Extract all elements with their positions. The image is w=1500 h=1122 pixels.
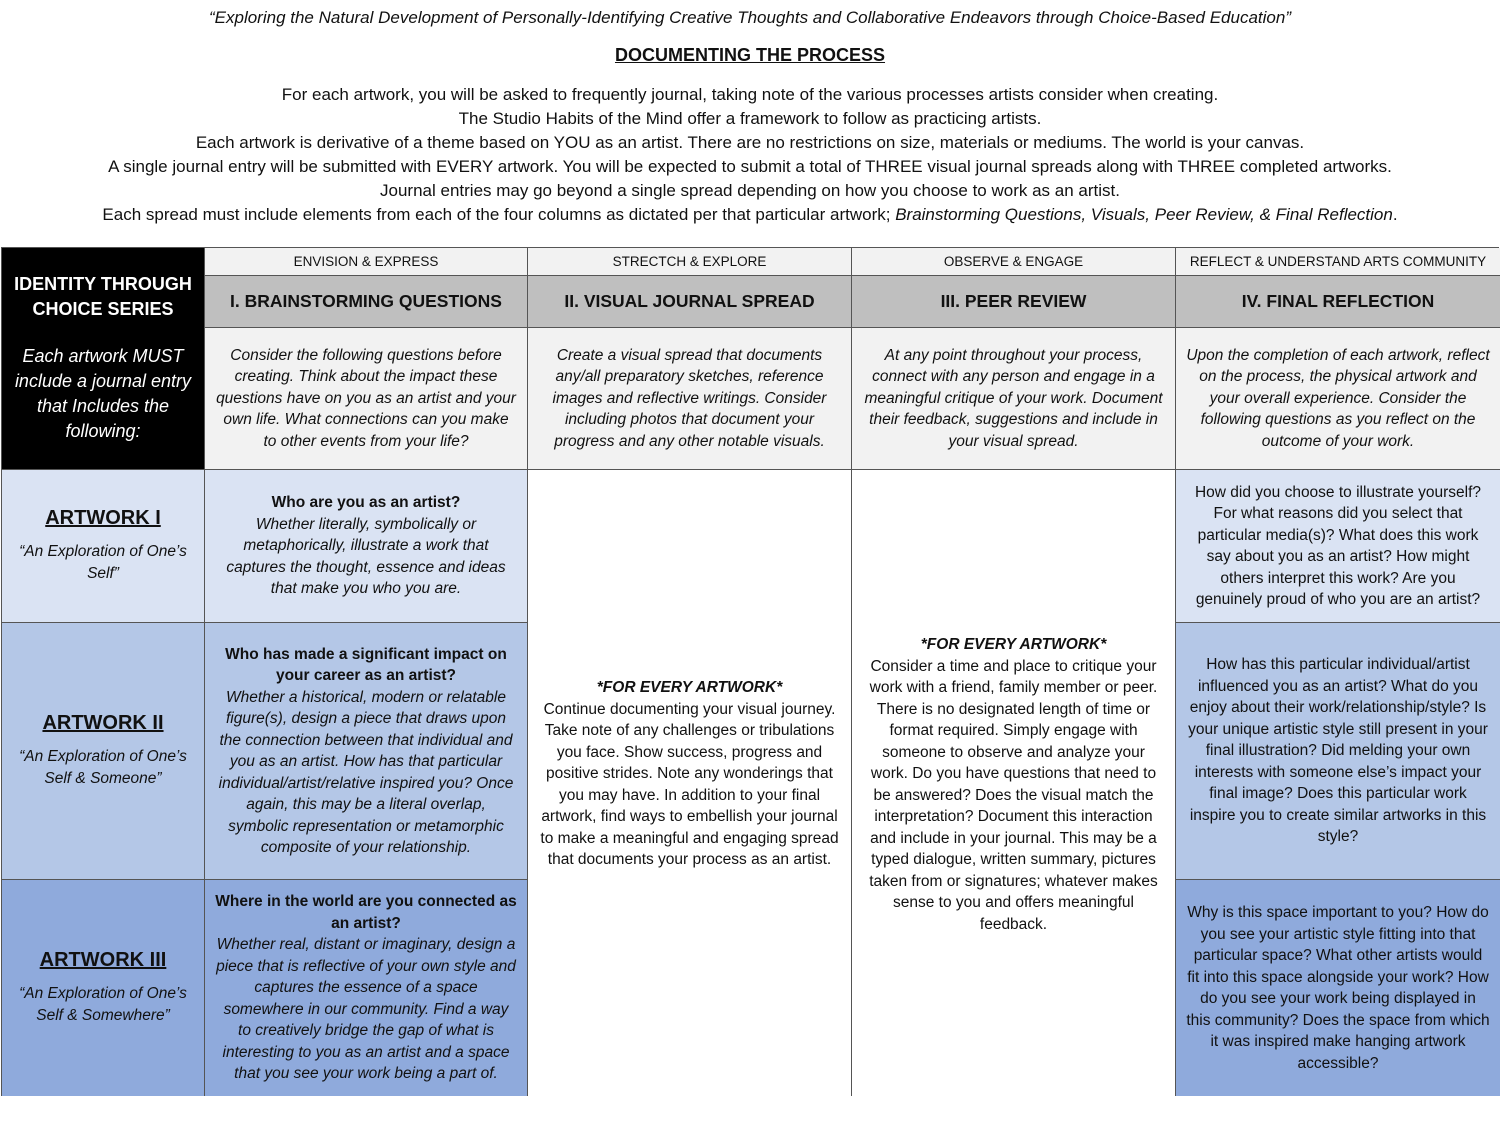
artwork-label-cell [2, 623, 205, 880]
artwork-title: ARTWORK I [45, 506, 161, 529]
habit-label: ENVISION & EXPRESS [205, 248, 528, 276]
brainstorm-question: Who are you as an artist? [271, 494, 461, 512]
brainstorm-body: Whether real, distant or imaginary, design a piece that is reflective of your own style and captures the essence of a space somewhere in our community. Find a way to creatively bridge the gap of what is interesting to you as an artist and a space that you see your work being a part of. [216, 936, 516, 1083]
artwork-subtitle: “An Exploration of One’s Self” [19, 543, 187, 582]
intro-line: For each artwork, you will be asked to frequently journal, taking note of the various processes artists consider when creating. [281, 85, 1219, 104]
intro-line: Journal entries may go beyond a single spread depending on how you choose to work as an artist. [380, 181, 1120, 200]
visual-journal-body: Continue documenting your visual journey. Take note of any challenges or tribulations you face. Show success, progress and positive strides. Note any wonderings that you may have. In addition to your final artwork, find ways to embellish your journal to make a meaningful and engaging spread that documents your process as an artist. [540, 700, 839, 868]
choice-series-table [1, 247, 1499, 1096]
artwork-subtitle: “An Exploration of One’s Self & Someone” [19, 748, 187, 787]
brainstorm-body: Whether literally, symbolically or metaphorically, illustrate a work that captures the thought, essence and ideas that make you who you are. [226, 515, 506, 598]
brainstorm-question: Who has made a significant impact on your career as an artist? [225, 645, 507, 684]
brainstorm-question: Where in the world are you connected as an artist? [215, 893, 517, 932]
habit-label: OBSERVE & ENGAGE [852, 248, 1176, 276]
reflection-cell: Why is this space important to you? How do you see your artistic style fitting into that particular space? What other artists would fit into this space alongside your work? How do you see your work being displayed in this community? Does the space from which it was inspired make hanging artwork accessible? [1176, 880, 1500, 1096]
intro-line: A single journal entry will be submitted with EVERY artwork. You will be expected to submit a total of THREE visual journal spreads along with THREE completed artworks. [108, 157, 1392, 176]
visual-journal-cell [528, 470, 852, 1096]
intro-line: The Studio Habits of the Mind offer a framework to follow as practicing artists. [458, 109, 1042, 128]
artwork-title: ARTWORK II [42, 711, 164, 734]
artwork-title: ARTWORK III [39, 948, 167, 971]
peer-review-body: Consider a time and place to critique your work with a friend, family member or peer. There is no designated length of time or format required. Simply engage with someone to observe and analyze your work. Do you have questions that need to be answered? Does the visual match the interpretation? Document this interaction and include in your journal. This may be a typed dialogue, written summary, pictures taken from or signatures; whatever makes sense to you and offers meaningful feedback. [869, 657, 1158, 933]
intro-last-suffix: . [1392, 205, 1398, 224]
artwork-label-cell [2, 880, 205, 1096]
intro-paragraph [0, 83, 1500, 227]
reflection-cell: How has this particular individual/artist influenced you as an artist? What do you enjoy about their work/relationship/style? Is your unique artistic style still present in your final illustration? Did melding your own interests with someone else’s impact your final image? Does this particular work inspire you to create similar artworks in this style? [1176, 623, 1500, 880]
page-title: DOCUMENTING THE PROCESS [614, 45, 886, 65]
peer-review-every: *FOR EVERY ARTWORK* [920, 636, 1107, 653]
artwork-label-cell [2, 470, 205, 623]
artwork-subtitle: “An Exploration of One’s Self & Somewhere” [19, 985, 187, 1024]
column-description: Create a visual spread that documents any/all preparatory sketches, reference images and reflective writings. Consider including photos that document your progress and any other notable visuals. [528, 328, 852, 470]
brainstorm-body: Whether a historical, modern or relatable figure(s), design a piece that draws upon the connection between that individual and you as an artist. How has that particular individual/artist/relative inspired you? Once again, this may be a literal overlap, symbolic representation or metamorphic composite of your relationship. [218, 688, 514, 856]
habit-label: REFLECT & UNDERSTAND ARTS COMMUNITY [1176, 248, 1500, 276]
brainstorm-cell [205, 470, 528, 623]
column-description: Consider the following questions before creating. Think about the impact these questions have on you as an artist and your own life. What connections can you make to other events from your life? [205, 328, 528, 470]
column-heading: I. BRAINSTORMING QUESTIONS [205, 276, 528, 328]
habit-label: STRECTCH & EXPLORE [528, 248, 852, 276]
column-heading: II. VISUAL JOURNAL SPREAD [528, 276, 852, 328]
column-heading: IV. FINAL REFLECTION [1176, 276, 1500, 328]
reflection-cell: How did you choose to illustrate yourself? For what reasons did you select that particular media(s)? What does this work say about you as an artist? How might others interpret this work? Are you genuinely proud of who you are an artist? [1176, 470, 1500, 623]
column-description: At any point throughout your process, connect with any person and engage in a meaningful critique of your work. Document their feedback, suggestions and include in your visual spread. [852, 328, 1176, 470]
intro-line-last [0, 203, 1500, 227]
intro-last-italic: Brainstorming Questions, Visuals, Peer Review, & Final Reflection [895, 205, 1393, 224]
header-quote: “Exploring the Natural Development of Personally-Identifying Creative Thoughts and Collaborative Endeavors through Choice-Based Education” [209, 8, 1291, 27]
series-header-cell [2, 248, 205, 470]
brainstorm-cell [205, 880, 528, 1096]
column-description: Upon the completion of each artwork, reflect on the process, the physical artwork and your overall experience. Consider the following questions as you reflect on the outcome of your work. [1176, 328, 1500, 470]
intro-line: Each artwork is derivative of a theme based on YOU as an artist. There are no restrictions on size, materials or mediums. The world is your canvas. [195, 133, 1305, 152]
column-heading: III. PEER REVIEW [852, 276, 1176, 328]
visual-journal-every: *FOR EVERY ARTWORK* [596, 679, 783, 696]
peer-review-cell [852, 470, 1176, 1096]
series-subtitle: Each artwork MUST include a journal entry that Includes the following: [14, 346, 192, 441]
intro-last-prefix: Each spread must include elements from each of the four columns as dictated per that particular artwork; [102, 205, 896, 224]
series-title: IDENTITY THROUGH CHOICE SERIES [14, 274, 192, 319]
brainstorm-cell [205, 623, 528, 880]
